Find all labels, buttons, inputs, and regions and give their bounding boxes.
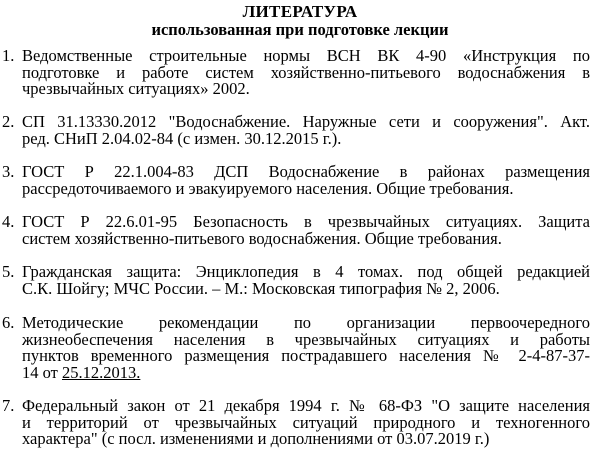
reference-line-prefix: 14 от: [22, 362, 62, 382]
reference-text: [22, 398, 590, 448]
reference-line: ред. СНиП 2.04.02-84 (с измен. 30.12.2015 г.).: [22, 128, 342, 148]
reference-line: характера" (с посл. изменениями и дополнениями от 03.07.2019 г.): [22, 429, 490, 448]
page-subtitle: использованная при подготовке лекции: [151, 20, 449, 39]
reference-text: [22, 114, 590, 147]
reference-line: подготовке и работе систем хозяйственно-питьевого водоснабжения в: [22, 62, 590, 82]
reference-line: С.К. Шойгу; МЧС России. – М.: Московская типография № 2, 2006.: [22, 278, 500, 298]
reference-number: 3.: [2, 162, 15, 181]
reference-number: 5.: [2, 262, 15, 281]
reference-line: ГОСТ Р 22.1.004-83 ДСП Водоснабжение в районах размещения: [22, 162, 590, 181]
reference-line: чрезвычайных ситуациях» 2002.: [22, 79, 250, 98]
reference-text: [22, 315, 590, 381]
reference-number: 7.: [2, 396, 15, 415]
reference-number: 6.: [2, 313, 15, 332]
reference-text: [22, 48, 590, 98]
reference-line: рассредоточиваемого и эвакуируемого населения. Общие требования.: [22, 178, 514, 198]
reference-text: [22, 164, 590, 197]
reference-line: жизнеобеспечения населения в чрезвычайных ситуациях и работы: [22, 329, 590, 349]
reference-line: Федеральный закон от 21 декабря 1994 г. № 68-ФЗ "О защите населения: [22, 396, 590, 415]
reference-line: ГОСТ Р 22.6.01-95 Безопасность в чрезвычайных ситуациях. Защита: [22, 212, 590, 231]
reference-line: Методические рекомендации по организации первоочередного: [22, 313, 590, 332]
reference-line: [22, 362, 590, 382]
reference-text: [22, 264, 590, 297]
reference-number: 4.: [2, 212, 15, 231]
reference-line: пунктов временного размещения пострадавшего населения № 2-4-87-37-: [22, 346, 590, 365]
page-title: ЛИТЕРАТУРА: [242, 2, 358, 21]
reference-number: 2.: [2, 112, 15, 131]
reference-line: СП 31.13330.2012 "Водоснабжение. Наружные сети и сооружения". Акт.: [22, 112, 590, 131]
reference-line: Гражданская защита: Энциклопедия в 4 томах. под общей редакцией: [22, 262, 590, 281]
reference-text: [22, 214, 590, 247]
underlined-date: 25.12.2013.: [62, 362, 141, 382]
reference-line: систем хозяйственно-питьевого водоснабжения. Общие требования.: [22, 228, 502, 248]
reference-number: 1.: [2, 46, 15, 65]
reference-line: Ведомственные строительные нормы ВСН ВК 4-90 «Инструкция по: [22, 46, 590, 65]
reference-line: и территорий от чрезвычайных ситуаций природного и техногенного: [22, 412, 590, 432]
